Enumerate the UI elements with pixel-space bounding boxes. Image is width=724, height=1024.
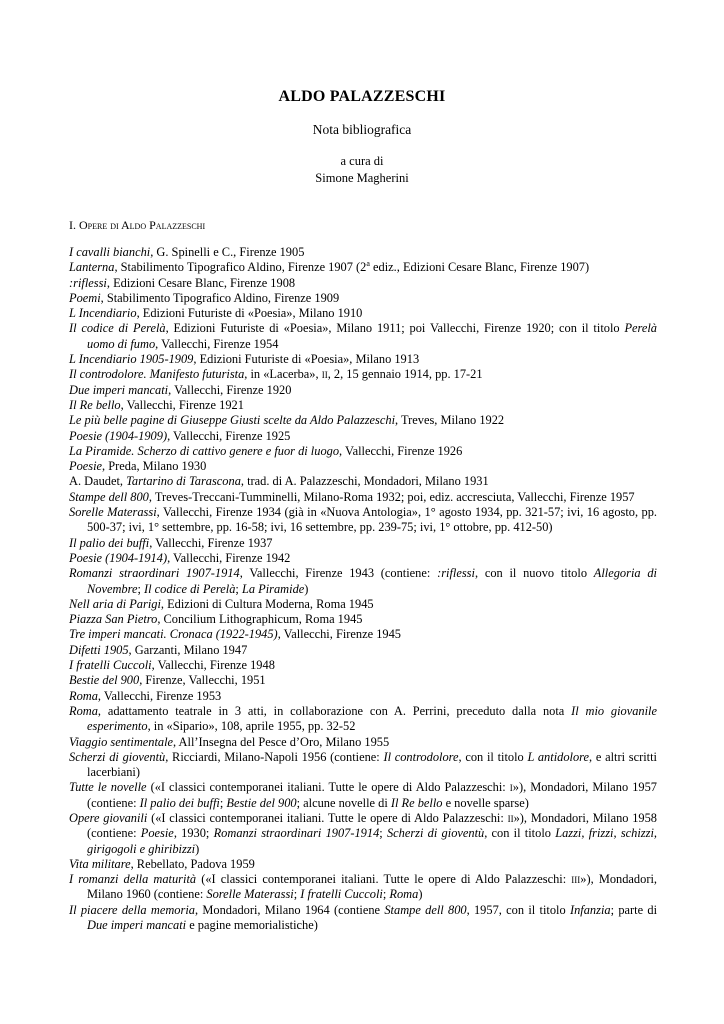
entry-text: , Treves, Milano 1922 [395, 413, 505, 428]
entry-text: , in «Sipario», 108, aprile 1955, pp. 32-52 [147, 719, 356, 734]
entry-title: Le più belle pagine di Giuseppe Giusti scelte da Aldo Palazzeschi [69, 413, 396, 428]
bibliography-entry [69, 612, 657, 627]
entry-title: Scherzi di gioventù [69, 749, 166, 764]
entry-text: , Concilium Lithographicum, Roma 1945 [157, 612, 363, 627]
bibliography-entry [69, 735, 657, 750]
entry-text: , con il nuovo titolo [474, 566, 594, 581]
entry-title: Vita militare [69, 856, 131, 871]
entry-title: Il codice di Perelà [69, 321, 166, 336]
bibliography-entry [69, 474, 657, 489]
entry-text: , Edizioni di Cultura Moderna, Roma 1945 [160, 596, 374, 611]
entry-title: Il controdolore [383, 749, 459, 764]
entry-title: Roma [69, 703, 98, 718]
entry-text: »), Mondadori, Milano 1960 (contiene: [87, 872, 657, 902]
entry-text: , Stabilimento Tipografico Aldino, Firenze 1909 [100, 290, 340, 305]
bibliography-entry [69, 597, 657, 612]
entry-text: , All’Insegna del Pesce d’Oro, Milano 1955 [173, 734, 390, 749]
bibliography-entry [69, 444, 657, 459]
entry-text: , Vallecchi, Firenze 1926 [339, 443, 463, 458]
entry-title: I fratelli Cuccoli [69, 658, 152, 673]
entry-text: , trad. di A. Palazzeschi, Mondadori, Milano 1931 [240, 474, 489, 489]
entry-text: ) [304, 581, 309, 596]
entry-text: , e altri scritti lacerbiani) [87, 749, 657, 780]
entry-title: Tre imperi mancati. Cronaca (1922-1945) [69, 627, 278, 642]
bibliography-entry [69, 383, 657, 398]
entry-text: A. Daudet, [69, 474, 127, 489]
bibliography-entry [69, 276, 657, 291]
entry-title: L Incendiario [69, 306, 137, 321]
entry-title: Nell aria di Parigi [69, 596, 161, 611]
entry-text: ) [195, 841, 200, 856]
bibliography-entry [69, 291, 657, 306]
bibliography-entry [69, 872, 657, 903]
entry-title: Poemi [69, 290, 101, 305]
bibliography-entry [69, 811, 657, 857]
entry-title: Difetti 1905 [69, 642, 129, 657]
bibliography-entry [69, 352, 657, 367]
entry-title: Lazzi, frizzi, schizzi, girigogoli e ghiribizzi [87, 826, 657, 856]
entry-text: ; [219, 795, 227, 810]
bibliography-entry [69, 459, 657, 474]
bibliography-entry [69, 566, 657, 597]
entry-text: , Mondadori, Milano 1964 (contiene [194, 902, 385, 917]
entry-text: ediz., Edizioni Cesare Blanc, Firenze 1907) [369, 260, 590, 275]
bibliography-entry [69, 643, 657, 658]
section-heading [69, 218, 205, 233]
entry-text: i [509, 780, 513, 795]
entry-text: ; [382, 887, 390, 902]
bibliography-entry [69, 490, 657, 505]
entry-text: , adattamento teatrale in 3 atti, in collaborazione con A. Perrini, preceduto dalla nota [97, 703, 572, 718]
bibliography-entry [69, 551, 657, 566]
bibliography-entry [69, 673, 657, 688]
entry-text: , 2, 15 gennaio 1914, pp. 17-21 [327, 367, 483, 382]
entry-title: Due imperi mancati [69, 382, 169, 397]
entry-title: Infanzia [569, 902, 611, 917]
entry-title: Sorelle Materassi [69, 505, 157, 520]
entry-title: Romanzi straordinari 1907-1914 [213, 826, 380, 841]
curator-name: Simone Magherini [315, 171, 409, 185]
entry-text: , con il titolo [484, 826, 556, 841]
entry-title: I cavalli bianchi [69, 245, 151, 259]
entry-text: , Edizioni Futuriste di «Poesia», Milano 1910 [136, 306, 363, 321]
entry-title: Il mio giovanile esperimento [87, 703, 658, 734]
entry-title: Due imperi mancati [87, 918, 187, 933]
entry-text: , G. Spinelli e C., Firenze 1905 [150, 245, 305, 259]
entry-text: ii [321, 367, 328, 382]
bibliography-entry [69, 321, 657, 352]
entry-title: Il Re bello [69, 397, 121, 412]
entry-title: Poesie [69, 459, 103, 474]
entry-text: , Ricciardi, Milano-Napoli 1956 (contiene: [165, 749, 384, 764]
curator-label: a cura di [340, 154, 384, 168]
entry-text: ; alcune novelle di [296, 795, 391, 810]
entry-title: Romanzi straordinari 1907-1914 [69, 566, 240, 581]
entry-text: , Vallecchi, Firenze 1937 [149, 535, 273, 550]
entry-title: Stampe dell 800 [69, 489, 149, 504]
entry-title: Roma [69, 688, 98, 703]
entry-text: , 1930; [173, 826, 214, 841]
entry-title: Poesie [140, 826, 174, 841]
entry-text: , Edizioni Futuriste di «Poesia», Milano 1911; poi Vallecchi, Firenze 1920; con il titolo [165, 321, 625, 336]
entry-title: La Piramide [241, 581, 305, 596]
entry-text: , Treves-Treccani-Tumminelli, Milano-Roma 1932; poi, ediz. accresciuta, Vallecchi, Firenze 1957 [148, 489, 635, 504]
entry-text: e novelle sparse) [442, 795, 529, 810]
entry-title: Lanterna [69, 260, 115, 275]
entry-text: , Vallecchi, Firenze 1948 [151, 658, 275, 673]
entry-text: («I classici contemporanei italiani. Tutte le opere di Aldo Palazzeschi: [146, 780, 510, 795]
bibliography-entry [69, 429, 657, 444]
entry-text: («I classici contemporanei italiani. Tutte le opere di Aldo Palazzeschi: [147, 810, 508, 825]
bibliography-entry [69, 245, 657, 260]
bibliography-entry [69, 413, 657, 428]
entry-text: , con il titolo [458, 749, 528, 764]
bibliography-entry [69, 689, 657, 704]
entry-text: e pagine memorialistiche) [186, 918, 318, 933]
entry-text: , Vallecchi, Firenze 1942 [167, 550, 291, 565]
entry-title: Poesie (1904-1914) [69, 550, 168, 565]
entry-text: , Vallecchi, Firenze 1943 (contiene: [239, 566, 438, 581]
entry-title: I romanzi della maturità [69, 872, 197, 887]
entry-text: , Garzanti, Milano 1947 [128, 642, 248, 657]
entry-title: Opere giovanili [69, 810, 148, 825]
entry-text: ; [235, 581, 242, 596]
section-title: Opere di Aldo Palazzeschi [79, 218, 206, 232]
curator-block [0, 153, 724, 187]
entry-text: , Stabilimento Tipografico Aldino, Firenze 1907 (2 [114, 260, 367, 275]
entry-text: , Preda, Milano 1930 [102, 459, 207, 474]
entry-title: Viaggio sentimentale [69, 734, 174, 749]
entry-title: I fratelli Cuccoli [300, 887, 383, 902]
entry-title: Perelà uomo di fumo [87, 321, 658, 351]
entry-title: Bestie del 900 [226, 795, 297, 810]
bibliography-entry [69, 903, 657, 934]
entry-title: :riflessi [437, 566, 475, 581]
entry-title: Stampe dell 800 [384, 902, 467, 917]
entry-title: Piazza San Pietro [69, 612, 158, 627]
entry-title: Roma [389, 887, 419, 902]
entry-text: ) [418, 887, 423, 902]
entry-text: , Vallecchi, Firenze 1945 [277, 627, 401, 642]
entry-text: ; parte di [610, 902, 658, 917]
entry-title: Il Re bello [390, 795, 443, 810]
document-subtitle: Nota bibliografica [312, 122, 412, 137]
entry-text: iii [571, 872, 581, 887]
bibliography-entry [69, 658, 657, 673]
entry-title: La Piramide. Scherzo di cattivo genere e fuor di luogo [69, 443, 340, 458]
bibliography-entry [69, 780, 657, 811]
entry-title: Allegoria di Novembre [87, 566, 657, 596]
entry-text: , Vallecchi, Firenze 1925 [167, 428, 291, 443]
entry-text: , Vallecchi, Firenze 1953 [97, 688, 222, 703]
entry-text: , Edizioni Cesare Blanc, Firenze 1908 [106, 275, 296, 290]
entry-text: ; [293, 887, 301, 902]
entry-text: , in «Lacerba», [244, 367, 322, 382]
entry-text: , 1957, con il titolo [466, 902, 570, 917]
entry-text: , Vallecchi, Firenze 1921 [120, 397, 244, 412]
entry-title: Il palio dei buffi [69, 535, 150, 550]
entry-text: ; [137, 581, 145, 596]
entry-title: Il controdolore. Manifesto futurista [69, 367, 245, 382]
bibliography-entry [69, 260, 657, 275]
entry-title: Scherzi di gioventù [386, 826, 485, 841]
entry-text: a [366, 259, 370, 269]
entry-text: »), Mondadori, Milano 1958 (contiene: [87, 810, 657, 841]
entry-text: («I classici contemporanei italiani. Tutte le opere di Aldo Palazzeschi: [196, 872, 572, 887]
bibliography-entry [69, 627, 657, 642]
bibliography-list [69, 245, 657, 933]
entry-title: L antidolore [527, 749, 590, 764]
entry-text: , Rebellato, Padova 1959 [130, 856, 255, 871]
entry-text: , Firenze, Vallecchi, 1951 [139, 673, 266, 688]
entry-title: Bestie del 900 [69, 673, 140, 688]
bibliography-entry [69, 857, 657, 872]
bibliography-entry [69, 750, 657, 781]
entry-text: , Vallecchi, Firenze 1920 [168, 382, 292, 397]
bibliography-entry [69, 704, 657, 735]
bibliography-entry [69, 505, 657, 536]
document-title: ALDO PALAZZESCHI [278, 88, 446, 105]
entry-title: L Incendiario 1905-1909 [69, 352, 194, 367]
entry-title: Poesie (1904-1909) [69, 428, 168, 443]
entry-text: , Vallecchi, Firenze 1954 [155, 336, 279, 351]
entry-title: Sorelle Materassi [206, 887, 294, 902]
entry-text: , Edizioni Futuriste di «Poesia», Milano 1913 [193, 352, 420, 367]
bibliography-entry [69, 536, 657, 551]
bibliography-entry [69, 306, 657, 321]
entry-title: Tartarino di Tarascona [126, 474, 241, 489]
entry-title: Il palio dei buffi [139, 795, 220, 810]
section-number: I. [69, 218, 76, 232]
bibliography-entry [69, 398, 657, 413]
entry-text: ; [379, 826, 387, 841]
entry-title: Il piacere della memoria [69, 902, 195, 917]
entry-text: , Vallecchi, Firenze 1934 (già in «Nuova Antologia», 1° agosto 1934, pp. 321-57; ivi, 16 agosto, pp. 500-37; ivi, 1° settembre, pp. 16-58; ivi, 16 settembre, pp. 239-75; ivi, 1° ottobre, pp. 412-50) [87, 505, 658, 535]
entry-title: Tutte le novelle [69, 780, 147, 795]
entry-text: ii [507, 810, 514, 825]
bibliography-entry [69, 367, 657, 382]
entry-title: Il codice di Perelà [144, 581, 236, 596]
entry-title: :riflessi [69, 275, 107, 290]
entry-text: »), Mondadori, Milano 1957 (contiene: [87, 780, 658, 810]
